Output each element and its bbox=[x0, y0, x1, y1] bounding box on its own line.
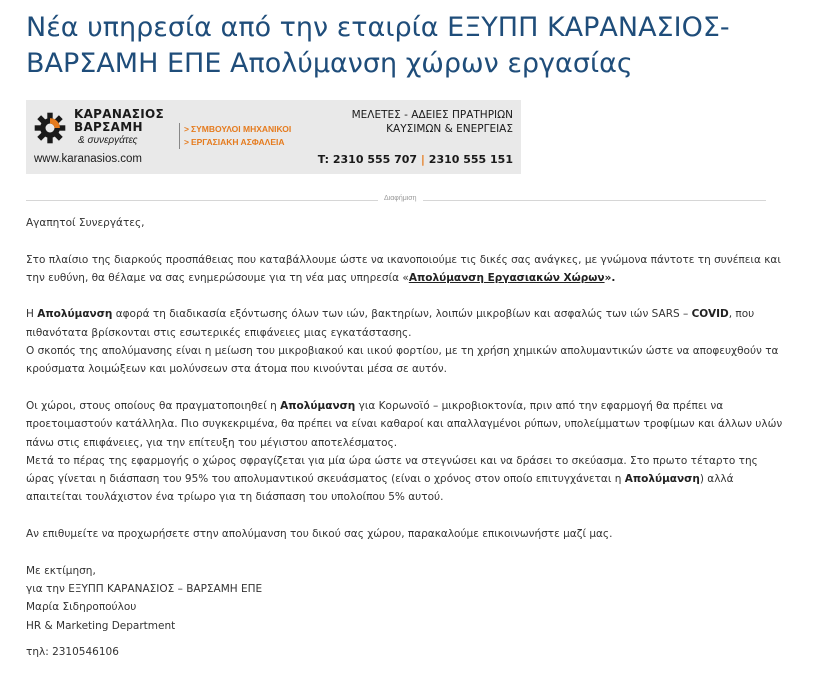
paragraph-preparation bbox=[26, 397, 786, 452]
phone-separator: | bbox=[420, 153, 425, 166]
paragraph-contact: Αν επιθυμείτε να προχωρήσετε στην απολύμανση του δικού σας χώρου, παρακαλούμε επικοινωνήστε μαζί μας. bbox=[26, 528, 613, 541]
definition-a: Η bbox=[26, 308, 38, 321]
paragraph-process bbox=[26, 452, 786, 507]
preparation-a: Οι χώροι, στους οποίους θα πραγματοποιηθεί η bbox=[26, 399, 281, 412]
phone-2: 2310 555 151 bbox=[428, 153, 513, 166]
definition-c: αφορά τη διαδικασία εξόντωσης όλων των ιών, βακτηρίων, λοιπών μικροβίων και ασφαλώς των ιών SARS – bbox=[112, 308, 692, 321]
services-line-1: ΜΕΛΕΤΕΣ - ΑΔΕΙΕΣ ΠΡΑΤΗΡΙΩΝ bbox=[351, 109, 513, 121]
contact-phone: τηλ: 2310546106 bbox=[26, 645, 119, 658]
advertisement-label: Διαφήμιση bbox=[378, 195, 423, 202]
tagline-2-text: ΕΡΓΑΣΙΑΚΗ ΑΣΦΑΛΕΙΑ bbox=[190, 137, 285, 147]
intro-text: Στο πλαίσιο της διαρκούς προσπάθειας που καταβάλλουμε ώστε να ικανοποιούμε τις δικές σας ανάγκες, με γνώμονα πάντοτε τη συνέπεια και την ευθύνη, θα θέλαμε να σας ενημερώσουμε για τη νέα μας υπηρεσία « bbox=[26, 253, 781, 284]
definition-bold-1: Απολύμανση bbox=[37, 308, 113, 321]
phone-prefix: T: bbox=[317, 153, 330, 166]
process-bold: Απολύμανση bbox=[624, 473, 700, 486]
advertisement-banner[interactable] bbox=[26, 100, 521, 174]
preparation-bold: Απολύμανση bbox=[280, 399, 356, 412]
intro-end: ». bbox=[604, 271, 616, 284]
article-title: Νέα υπηρεσία από την εταιρία ΕΞΥΠΠ ΚΑΡΑΝΑΣΙΟΣ-ΒΑΡΣΑΜΗ ΕΠΕ Απολύμανση χώρων εργασίας bbox=[26, 12, 730, 79]
greeting: Αγαπητοί Συνεργάτες, bbox=[26, 217, 145, 229]
definition-e: , που πιθανότατα βρίσκονται στις εσωτερικές επιφάνειες μιας εγκατάστασης. bbox=[26, 308, 755, 339]
taglines bbox=[179, 123, 291, 149]
brand-line-2: ΒΑΡΣΑΜΗ bbox=[74, 120, 143, 134]
definition-bold-2: COVID bbox=[691, 308, 729, 321]
banner-phones bbox=[318, 153, 513, 166]
paragraph-purpose: Ο σκοπός της απολύμανσης είναι η μείωση του μικροβιακού και ιικού φορτίου, με τη χρήση χημικών απολυμαντικών ώστε να αποφευχθούν τα κρούσματα λοιμώξεων και μολύνσεων στα άτομα που κινούνται μέσα σε αυτόν. bbox=[26, 345, 779, 376]
brand-url: www.karanasios.com bbox=[34, 153, 143, 165]
preparation-c: για Κορωνοϊό – μικροβιοκτονία, πριν από την εφαρμογή θα πρέπει να προετοιμαστούν κατάλληλα. Πιο συγκεκριμένα, θα πρέπει να είναι καθαροί και απαλλαγμένοι ρύπων, υπολείμματων τροφίμων και άλλων υλών πάνω στις επιφάνειες, για την επίτευξη του μέγιστου αποτελέσματος. bbox=[26, 399, 783, 449]
paragraph-definition bbox=[26, 305, 786, 342]
article-body bbox=[26, 214, 786, 661]
brand-line-1: ΚΑΡΑΝΑΣΙΟΣ bbox=[74, 107, 165, 121]
tagline-engineers bbox=[184, 123, 291, 136]
paragraph-intro bbox=[26, 251, 786, 288]
services-line-2: ΚΑΥΣΙΜΩΝ & ΕΝΕΡΓΕΙΑΣ bbox=[386, 123, 513, 135]
services-text bbox=[352, 108, 513, 136]
arrow-right-icon: > bbox=[184, 124, 189, 134]
process-c: ) αλλά απαιτείται τουλάχιστον ένα τρίωρο για τη διάσπαση του υπολοίπου 5% αυτού. bbox=[26, 473, 734, 504]
signature-closing: Με εκτίμηση, bbox=[26, 564, 96, 577]
gear-logo-icon bbox=[32, 110, 68, 146]
signature-department: HR & Marketing Department bbox=[26, 619, 176, 632]
phone-1: 2310 555 707 bbox=[332, 153, 418, 166]
signature-name: Μαρία Σιδηροπούλου bbox=[26, 601, 137, 614]
brand-name bbox=[74, 108, 164, 134]
brand-subtitle: & συνεργάτες bbox=[78, 135, 138, 146]
tagline-1-text: ΣΥΜΒΟΥΛΟΙ ΜΗΧΑΝΙΚΟΙ bbox=[190, 124, 292, 134]
service-link[interactable]: Απολύμανση Εργασιακών Χώρων bbox=[408, 271, 605, 284]
signature-company: για την ΕΞΥΠΠ ΚΑΡΑΝΑΣΙΟΣ – ΒΑΡΣΑΜΗ ΕΠΕ bbox=[26, 582, 263, 595]
tagline-safety bbox=[184, 136, 291, 149]
arrow-right-icon: > bbox=[184, 137, 189, 147]
process-a: Μετά το πέρας της εφαρμογής ο χώρος σφραγίζεται για μία ώρα ώστε να στεγνώσει και να δράσει το σκεύασμα. Στο πρωτο τέταρτο της ώρας γίνεται η διάσπαση του 95% του απολυμαντικού σκευάσματος (είναι ο χρόνος στον οποίο επιτυγχάνεται η bbox=[26, 454, 758, 486]
